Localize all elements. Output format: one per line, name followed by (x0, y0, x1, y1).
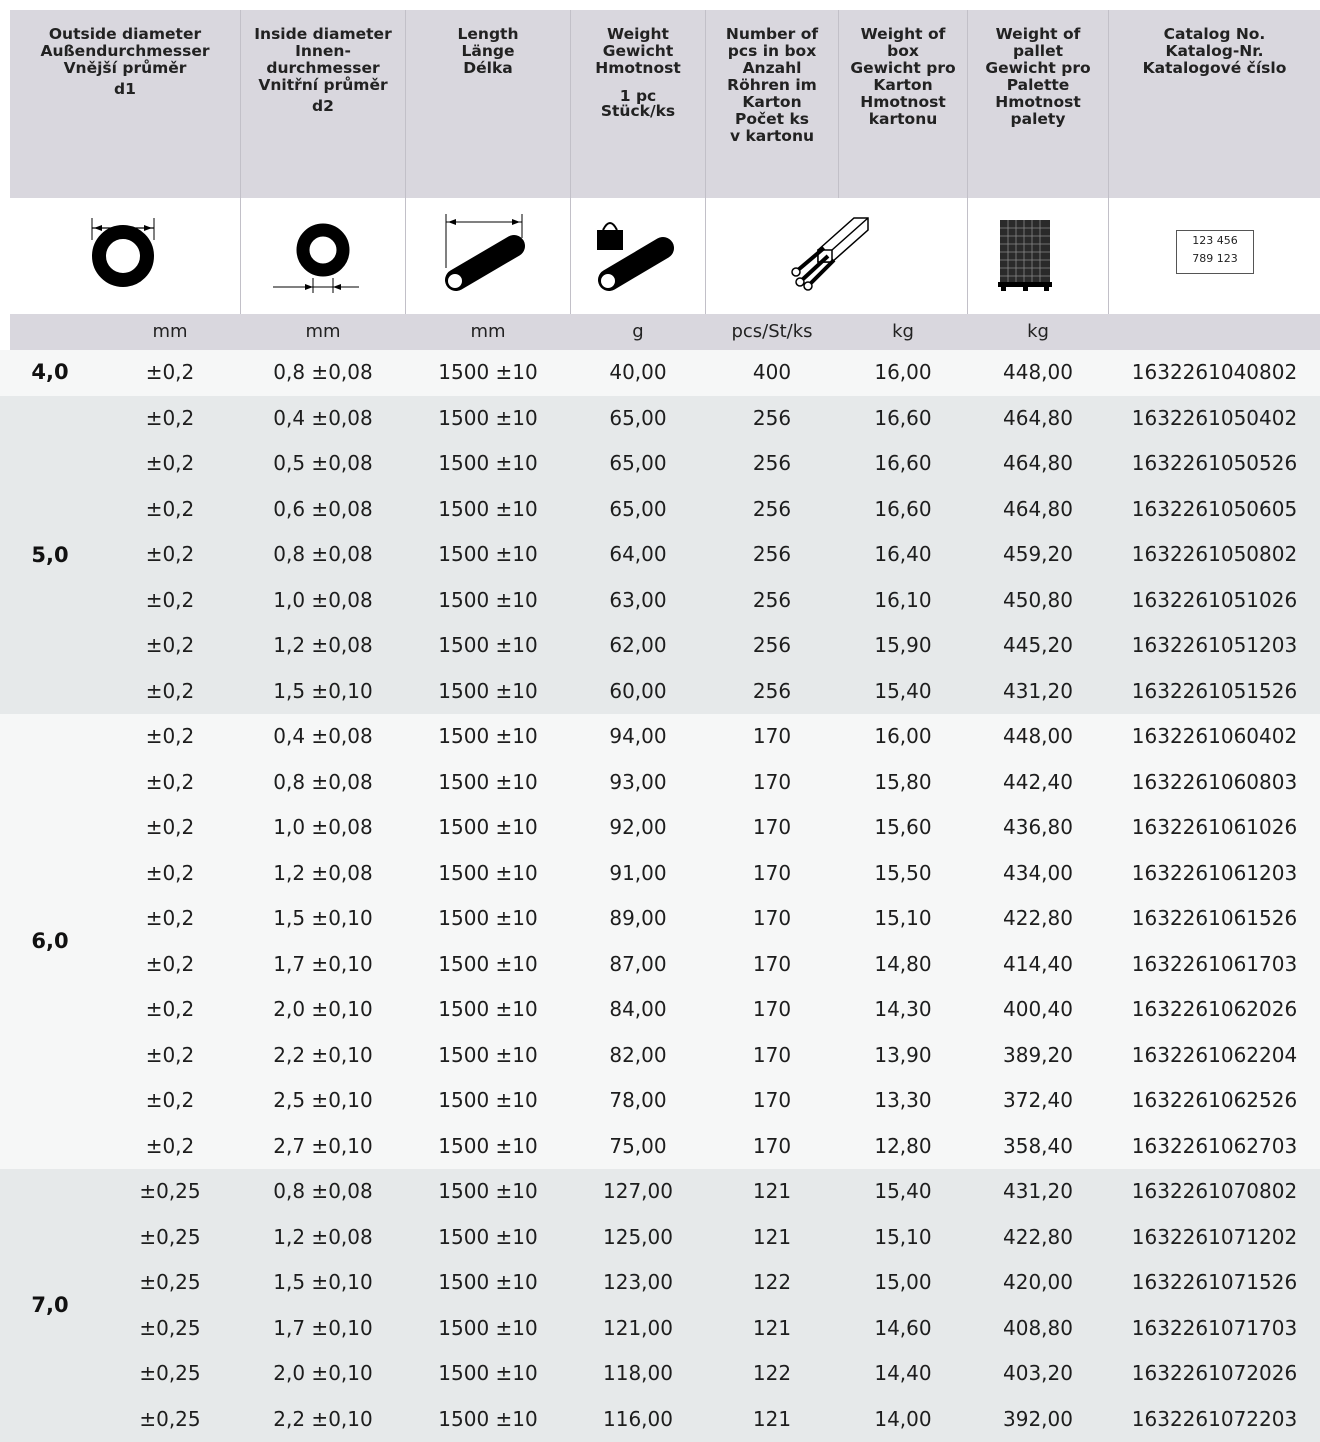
cell-outside-tolerance: ±0,2 (100, 714, 240, 760)
cell-length: 1500 ±10 (406, 714, 570, 760)
cell-inside-diameter: 1,2 ±0,08 (241, 851, 405, 897)
header-catalog (1109, 10, 1320, 198)
cell-pallet-weight: 442,40 (968, 760, 1108, 806)
cell-inside-diameter: 1,2 ±0,08 (241, 623, 405, 669)
table-row (0, 441, 1320, 487)
cell-inside-diameter: 1,7 ±0,10 (241, 1306, 405, 1352)
icon-cell-pallet (968, 198, 1108, 314)
cell-outside-tolerance: ±0,2 (100, 942, 240, 988)
icon-cell-weight (571, 198, 705, 314)
cell-length: 1500 ±10 (406, 1306, 570, 1352)
cell-pcs-in-box: 170 (706, 896, 838, 942)
table-row (0, 487, 1320, 533)
catalog-number-sample: 123 456 789 123 (1176, 230, 1254, 274)
cell-weight: 116,00 (571, 1397, 705, 1442)
table-row (0, 805, 1320, 851)
header-inside-diameter (241, 10, 405, 198)
cell-pallet-weight: 422,80 (968, 896, 1108, 942)
cell-outside-tolerance: ±0,2 (100, 805, 240, 851)
cell-weight: 89,00 (571, 896, 705, 942)
cell-length: 1500 ±10 (406, 487, 570, 533)
header-catalog-text: Catalog No. Katalog-Nr. Katalogové číslo (1109, 10, 1320, 77)
ring-inner-diameter-icon (241, 198, 405, 314)
cell-box-weight: 12,80 (839, 1124, 967, 1170)
cell-pallet-weight: 389,20 (968, 1033, 1108, 1079)
cell-inside-diameter: 2,2 ±0,10 (241, 1397, 405, 1442)
box-with-tubes-icon (706, 198, 968, 314)
cell-inside-diameter: 0,4 ±0,08 (241, 396, 405, 442)
cell-weight: 94,00 (571, 714, 705, 760)
cell-pcs-in-box: 170 (706, 714, 838, 760)
cell-inside-diameter: 0,5 ±0,08 (241, 441, 405, 487)
cell-weight: 65,00 (571, 487, 705, 533)
cell-pallet-weight: 414,40 (968, 942, 1108, 988)
cell-catalog-number: 1632261040802 (1109, 350, 1320, 396)
cell-weight: 65,00 (571, 441, 705, 487)
cell-weight: 125,00 (571, 1215, 705, 1261)
cell-pallet-weight: 392,00 (968, 1397, 1108, 1442)
cell-pallet-weight: 459,20 (968, 532, 1108, 578)
cell-box-weight: 13,30 (839, 1078, 967, 1124)
cell-inside-diameter: 1,0 ±0,08 (241, 805, 405, 851)
cell-pallet-weight: 436,80 (968, 805, 1108, 851)
cell-length: 1500 ±10 (406, 532, 570, 578)
cell-outside-tolerance: ±0,2 (100, 851, 240, 897)
cell-pcs-in-box: 256 (706, 396, 838, 442)
cell-inside-diameter: 2,5 ±0,10 (241, 1078, 405, 1124)
table-row (0, 1078, 1320, 1124)
cell-length: 1500 ±10 (406, 1351, 570, 1397)
cell-weight: 65,00 (571, 396, 705, 442)
cell-inside-diameter: 2,7 ±0,10 (241, 1124, 405, 1170)
tube-weight-icon (571, 198, 705, 314)
cell-outside-tolerance: ±0,2 (100, 487, 240, 533)
cell-pallet-weight: 464,80 (968, 396, 1108, 442)
header-divider (967, 10, 968, 314)
cell-pallet-weight: 408,80 (968, 1306, 1108, 1352)
unit-pallet: kg (968, 314, 1108, 350)
cell-weight: 64,00 (571, 532, 705, 578)
cell-pallet-weight: 448,00 (968, 350, 1108, 396)
cell-weight: 63,00 (571, 578, 705, 624)
cell-catalog-number: 1632261071526 (1109, 1260, 1320, 1306)
cell-pcs-in-box: 170 (706, 942, 838, 988)
table-row (0, 896, 1320, 942)
cell-weight: 75,00 (571, 1124, 705, 1170)
cell-catalog-number: 1632261050526 (1109, 441, 1320, 487)
cell-length: 1500 ±10 (406, 805, 570, 851)
cell-catalog-number: 1632261062026 (1109, 987, 1320, 1033)
cell-inside-diameter: 0,8 ±0,08 (241, 350, 405, 396)
header-divider (705, 10, 706, 314)
cell-box-weight: 15,50 (839, 851, 967, 897)
table-row (0, 1260, 1320, 1306)
table-row (0, 1215, 1320, 1261)
table-row (0, 851, 1320, 897)
cell-inside-diameter: 0,8 ±0,08 (241, 532, 405, 578)
cell-length: 1500 ±10 (406, 896, 570, 942)
cell-inside-diameter: 1,5 ±0,10 (241, 896, 405, 942)
group-outside-diameter: 7,0 (0, 1169, 100, 1442)
cell-pcs-in-box: 170 (706, 805, 838, 851)
header-length (406, 10, 570, 198)
cell-catalog-number: 1632261061526 (1109, 896, 1320, 942)
cell-outside-tolerance: ±0,25 (100, 1260, 240, 1306)
cell-pallet-weight: 431,20 (968, 669, 1108, 715)
cell-box-weight: 16,40 (839, 532, 967, 578)
tube-length-icon (406, 198, 570, 314)
cell-weight: 121,00 (571, 1306, 705, 1352)
cell-catalog-number: 1632261071202 (1109, 1215, 1320, 1261)
unit-pcs: pcs/St/ks (706, 314, 838, 350)
table-row (0, 623, 1320, 669)
header-divider (405, 10, 406, 314)
cell-catalog-number: 1632261071703 (1109, 1306, 1320, 1352)
cell-pcs-in-box: 170 (706, 1124, 838, 1170)
cell-box-weight: 15,40 (839, 669, 967, 715)
cell-pallet-weight: 434,00 (968, 851, 1108, 897)
icon-cell-length (406, 198, 570, 314)
cell-pallet-weight: 445,20 (968, 623, 1108, 669)
cell-outside-tolerance: ±0,25 (100, 1306, 240, 1352)
cell-inside-diameter: 1,2 ±0,08 (241, 1215, 405, 1261)
cell-length: 1500 ±10 (406, 1397, 570, 1442)
table-row (0, 669, 1320, 715)
cell-pcs-in-box: 256 (706, 578, 838, 624)
cell-pcs-in-box: 121 (706, 1215, 838, 1261)
cell-inside-diameter: 1,5 ±0,10 (241, 669, 405, 715)
unit-length: mm (406, 314, 570, 350)
cell-length: 1500 ±10 (406, 1078, 570, 1124)
table-row (0, 532, 1320, 578)
cell-outside-tolerance: ±0,2 (100, 578, 240, 624)
header-outside-text: Outside diameter Außendurchmesser Vnější průměr d1 (10, 10, 240, 98)
cell-pcs-in-box: 122 (706, 1260, 838, 1306)
cell-box-weight: 16,00 (839, 714, 967, 760)
table-row (0, 760, 1320, 806)
cell-length: 1500 ±10 (406, 942, 570, 988)
table-row (0, 1169, 1320, 1215)
cell-pallet-weight: 448,00 (968, 714, 1108, 760)
cell-weight: 60,00 (571, 669, 705, 715)
cell-length: 1500 ±10 (406, 1215, 570, 1261)
cell-catalog-number: 1632261062526 (1109, 1078, 1320, 1124)
cell-pcs-in-box: 121 (706, 1397, 838, 1442)
cell-box-weight: 14,40 (839, 1351, 967, 1397)
cell-catalog-number: 1632261062703 (1109, 1124, 1320, 1170)
cell-pcs-in-box: 256 (706, 487, 838, 533)
table-row (0, 1124, 1320, 1170)
cell-box-weight: 15,60 (839, 805, 967, 851)
table-row (0, 942, 1320, 988)
cell-box-weight: 16,60 (839, 441, 967, 487)
header-divider (240, 10, 241, 314)
ring-outer-diameter-icon (10, 198, 240, 314)
cell-outside-tolerance: ±0,2 (100, 896, 240, 942)
cell-length: 1500 ±10 (406, 578, 570, 624)
unit-catalog (1109, 314, 1320, 350)
cell-pcs-in-box: 121 (706, 1169, 838, 1215)
cell-inside-diameter: 2,2 ±0,10 (241, 1033, 405, 1079)
header-box-text: Weight of box Gewicht pro Karton Hmotnost kartonu (839, 10, 967, 128)
cell-pcs-in-box: 122 (706, 1351, 838, 1397)
header-weight (571, 10, 705, 198)
table-row (0, 714, 1320, 760)
cell-pcs-in-box: 170 (706, 760, 838, 806)
header-box-weight (839, 10, 967, 198)
cell-pallet-weight: 464,80 (968, 441, 1108, 487)
cell-length: 1500 ±10 (406, 623, 570, 669)
pallet-icon (968, 198, 1108, 314)
cell-catalog-number: 1632261072203 (1109, 1397, 1320, 1442)
cell-outside-tolerance: ±0,25 (100, 1351, 240, 1397)
table-row (0, 396, 1320, 442)
cell-outside-tolerance: ±0,2 (100, 987, 240, 1033)
icon-cell-outside (10, 198, 240, 314)
icon-cell-catalog (1109, 198, 1320, 314)
cell-catalog-number: 1632261062204 (1109, 1033, 1320, 1079)
cell-pcs-in-box: 170 (706, 851, 838, 897)
cell-box-weight: 15,80 (839, 760, 967, 806)
cell-box-weight: 13,90 (839, 1033, 967, 1079)
table-row (0, 350, 1320, 396)
cell-inside-diameter: 1,7 ±0,10 (241, 942, 405, 988)
cell-outside-tolerance: ±0,2 (100, 1033, 240, 1079)
icon-cell-inside (241, 198, 405, 314)
cell-length: 1500 ±10 (406, 350, 570, 396)
header-divider (1108, 10, 1109, 314)
cell-box-weight: 16,10 (839, 578, 967, 624)
header-outside-diameter (10, 10, 240, 198)
header-pallet-weight (968, 10, 1108, 198)
cell-inside-diameter: 1,0 ±0,08 (241, 578, 405, 624)
cell-catalog-number: 1632261061026 (1109, 805, 1320, 851)
header-inside-text: Inside diameter Innen- durchmesser Vnitřní průměr d2 (241, 10, 405, 115)
cell-catalog-number: 1632261060803 (1109, 760, 1320, 806)
cell-weight: 123,00 (571, 1260, 705, 1306)
cell-pcs-in-box: 256 (706, 441, 838, 487)
cell-length: 1500 ±10 (406, 987, 570, 1033)
cell-pallet-weight: 431,20 (968, 1169, 1108, 1215)
cell-length: 1500 ±10 (406, 1124, 570, 1170)
cell-box-weight: 14,30 (839, 987, 967, 1033)
cell-box-weight: 15,10 (839, 896, 967, 942)
cell-weight: 40,00 (571, 350, 705, 396)
cell-pcs-in-box: 170 (706, 1033, 838, 1079)
cell-pcs-in-box: 170 (706, 1078, 838, 1124)
cell-catalog-number: 1632261061703 (1109, 942, 1320, 988)
cell-weight: 84,00 (571, 987, 705, 1033)
cell-length: 1500 ±10 (406, 669, 570, 715)
header-divider (838, 10, 839, 198)
header-pallet-text: Weight of pallet Gewicht pro Palette Hmotnost palety (968, 10, 1108, 128)
cell-catalog-number: 1632261050402 (1109, 396, 1320, 442)
cell-catalog-number: 1632261070802 (1109, 1169, 1320, 1215)
cell-outside-tolerance: ±0,2 (100, 1124, 240, 1170)
cell-box-weight: 15,40 (839, 1169, 967, 1215)
cell-pallet-weight: 358,40 (968, 1124, 1108, 1170)
table-row (0, 1033, 1320, 1079)
cell-pcs-in-box: 256 (706, 623, 838, 669)
cell-inside-diameter: 1,5 ±0,10 (241, 1260, 405, 1306)
cell-catalog-number: 1632261050605 (1109, 487, 1320, 533)
cell-outside-tolerance: ±0,2 (100, 396, 240, 442)
table-row (0, 1397, 1320, 1442)
cell-box-weight: 16,60 (839, 487, 967, 533)
header-pcs-in-box (706, 10, 838, 198)
cell-catalog-number: 1632261050802 (1109, 532, 1320, 578)
cell-weight: 118,00 (571, 1351, 705, 1397)
cell-inside-diameter: 0,6 ±0,08 (241, 487, 405, 533)
cell-inside-diameter: 0,8 ±0,08 (241, 1169, 405, 1215)
cell-length: 1500 ±10 (406, 1033, 570, 1079)
cell-box-weight: 15,00 (839, 1260, 967, 1306)
table-row (0, 1351, 1320, 1397)
cell-box-weight: 15,90 (839, 623, 967, 669)
cell-pallet-weight: 422,80 (968, 1215, 1108, 1261)
cell-pallet-weight: 400,40 (968, 987, 1108, 1033)
icon-cell-box (706, 198, 968, 314)
cell-catalog-number: 1632261061203 (1109, 851, 1320, 897)
cell-weight: 82,00 (571, 1033, 705, 1079)
cell-inside-diameter: 0,4 ±0,08 (241, 714, 405, 760)
cell-length: 1500 ±10 (406, 1260, 570, 1306)
unit-box: kg (839, 314, 967, 350)
cell-catalog-number: 1632261051026 (1109, 578, 1320, 624)
cell-length: 1500 ±10 (406, 441, 570, 487)
cell-pcs-in-box: 121 (706, 1306, 838, 1352)
unit-outside: mm (100, 314, 240, 350)
header-divider (570, 10, 571, 314)
cell-catalog-number: 1632261051203 (1109, 623, 1320, 669)
group-outside-diameter: 6,0 (0, 714, 100, 1169)
cell-weight: 78,00 (571, 1078, 705, 1124)
cell-pcs-in-box: 256 (706, 532, 838, 578)
cell-outside-tolerance: ±0,2 (100, 1078, 240, 1124)
cell-outside-tolerance: ±0,2 (100, 669, 240, 715)
header-weight-text: Weight Gewicht Hmotnost 1 pc Stück/ks (571, 10, 705, 120)
cell-outside-tolerance: ±0,25 (100, 1215, 240, 1261)
cell-box-weight: 14,00 (839, 1397, 967, 1442)
cell-box-weight: 14,60 (839, 1306, 967, 1352)
cell-outside-tolerance: ±0,2 (100, 623, 240, 669)
cell-outside-tolerance: ±0,2 (100, 350, 240, 396)
cell-pallet-weight: 464,80 (968, 487, 1108, 533)
cell-outside-tolerance: ±0,2 (100, 760, 240, 806)
cell-inside-diameter: 2,0 ±0,10 (241, 1351, 405, 1397)
cell-length: 1500 ±10 (406, 396, 570, 442)
header-pcs-text: Number of pcs in box Anzahl Röhren im Karton Počet ks v kartonu (706, 10, 838, 145)
cell-inside-diameter: 2,0 ±0,10 (241, 987, 405, 1033)
cell-length: 1500 ±10 (406, 1169, 570, 1215)
cell-weight: 87,00 (571, 942, 705, 988)
table-row (0, 578, 1320, 624)
table-row (0, 987, 1320, 1033)
cell-pcs-in-box: 400 (706, 350, 838, 396)
cell-length: 1500 ±10 (406, 760, 570, 806)
unit-inside: mm (241, 314, 405, 350)
cell-outside-tolerance: ±0,25 (100, 1169, 240, 1215)
cell-pallet-weight: 372,40 (968, 1078, 1108, 1124)
cell-pallet-weight: 403,20 (968, 1351, 1108, 1397)
cell-inside-diameter: 0,8 ±0,08 (241, 760, 405, 806)
cell-box-weight: 14,80 (839, 942, 967, 988)
cell-weight: 91,00 (571, 851, 705, 897)
cell-catalog-number: 1632261072026 (1109, 1351, 1320, 1397)
cell-length: 1500 ±10 (406, 851, 570, 897)
cell-catalog-number: 1632261051526 (1109, 669, 1320, 715)
cell-box-weight: 16,00 (839, 350, 967, 396)
unit-weight: g (571, 314, 705, 350)
group-outside-diameter: 4,0 (0, 350, 100, 396)
cell-weight: 62,00 (571, 623, 705, 669)
cell-catalog-number: 1632261060402 (1109, 714, 1320, 760)
cell-weight: 92,00 (571, 805, 705, 851)
cell-box-weight: 15,10 (839, 1215, 967, 1261)
cell-outside-tolerance: ±0,2 (100, 441, 240, 487)
group-outside-diameter: 5,0 (0, 396, 100, 715)
cell-box-weight: 16,60 (839, 396, 967, 442)
cell-pallet-weight: 420,00 (968, 1260, 1108, 1306)
cell-weight: 93,00 (571, 760, 705, 806)
cell-weight: 127,00 (571, 1169, 705, 1215)
table-row (0, 1306, 1320, 1352)
cell-pcs-in-box: 256 (706, 669, 838, 715)
cell-pcs-in-box: 170 (706, 987, 838, 1033)
cell-outside-tolerance: ±0,2 (100, 532, 240, 578)
header-length-text: Length Länge Délka (406, 10, 570, 77)
cell-pallet-weight: 450,80 (968, 578, 1108, 624)
cell-outside-tolerance: ±0,25 (100, 1397, 240, 1442)
